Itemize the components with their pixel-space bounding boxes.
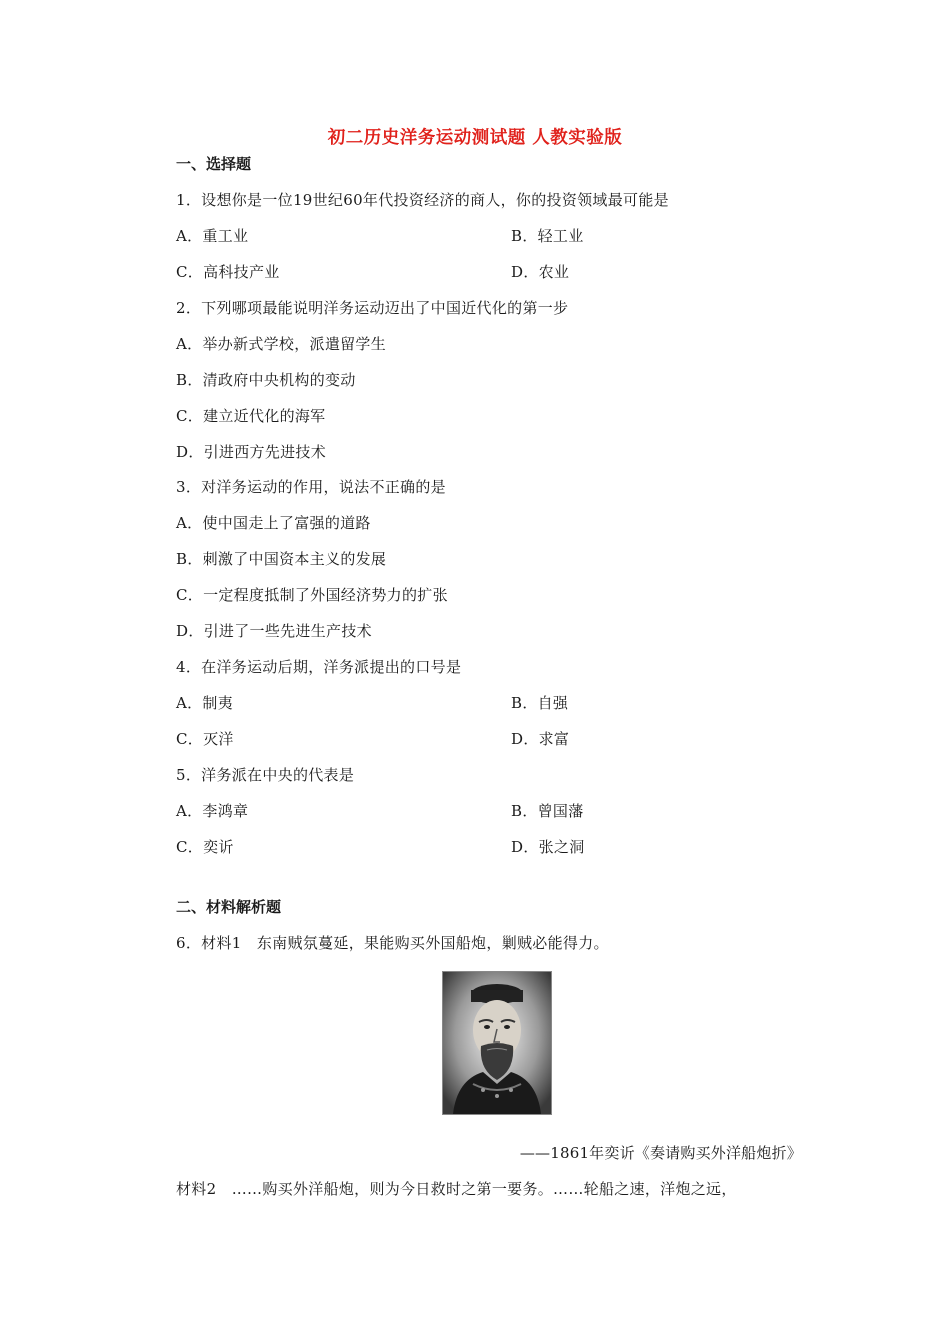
document-title: 初二历史洋务运动测试题 人教实验版	[327, 128, 623, 148]
question-1-option-d: D．农业	[511, 263, 570, 281]
question-4-option-a: A．制夷	[176, 694, 234, 712]
question-1-option-b: B．轻工业	[511, 227, 584, 245]
question-1-option-c: C．高科技产业	[176, 263, 280, 281]
question-3-stem: 3．对洋务运动的作用，说法不正确的是	[176, 478, 446, 496]
question-2-stem: 2．下列哪项最能说明洋务运动迈出了中国近代化的第一步	[176, 299, 569, 317]
portrait-photo	[442, 971, 552, 1115]
section-heading-material: 二、材料解析题	[176, 898, 282, 916]
question-5-option-a: A．李鸿章	[176, 802, 249, 820]
question-6-material-1: 6．材料1 东南贼氛蔓延，果能购买外国船炮，剿贼必能得力。	[176, 934, 609, 952]
question-4-option-b: B．自强	[511, 694, 569, 712]
question-5-option-c: C．奕䜣	[176, 838, 234, 856]
question-3-option-b: B．刺激了中国资本主义的发展	[176, 550, 387, 568]
material-source-citation: ——1861年奕䜣《奏请购买外洋船炮折》	[519, 1144, 802, 1162]
question-4-stem: 4．在洋务运动后期，洋务派提出的口号是	[176, 658, 462, 676]
question-1-option-a: A．重工业	[176, 227, 249, 245]
question-2-option-c: C．建立近代化的海军	[176, 407, 326, 425]
question-5-option-b: B．曾国藩	[511, 802, 584, 820]
question-5-stem: 5．洋务派在中央的代表是	[176, 766, 355, 784]
question-4-option-d: D．求富	[511, 730, 570, 748]
question-1-stem: 1．设想你是一位19世纪60年代投资经济的商人，你的投资领域最可能是	[176, 191, 669, 209]
question-3-option-c: C．一定程度抵制了外国经济势力的扩张	[176, 586, 448, 604]
question-6-material-2: 材料2 ……购买外洋船炮，则为今日救时之第一要务。……轮船之速，洋炮之远，	[176, 1180, 737, 1198]
section-heading-choice: 一、选择题	[176, 155, 252, 173]
question-2-option-d: D．引进西方先进技术	[176, 443, 327, 461]
question-2-option-a: A．举办新式学校，派遣留学生	[176, 335, 387, 353]
question-3-option-a: A．使中国走上了富强的道路	[176, 514, 371, 532]
question-3-option-d: D．引进了一些先进生产技术	[176, 622, 372, 640]
question-5-option-d: D．张之洞	[511, 838, 585, 856]
question-4-option-c: C．灭洋	[176, 730, 234, 748]
question-2-option-b: B．清政府中央机构的变动	[176, 371, 356, 389]
